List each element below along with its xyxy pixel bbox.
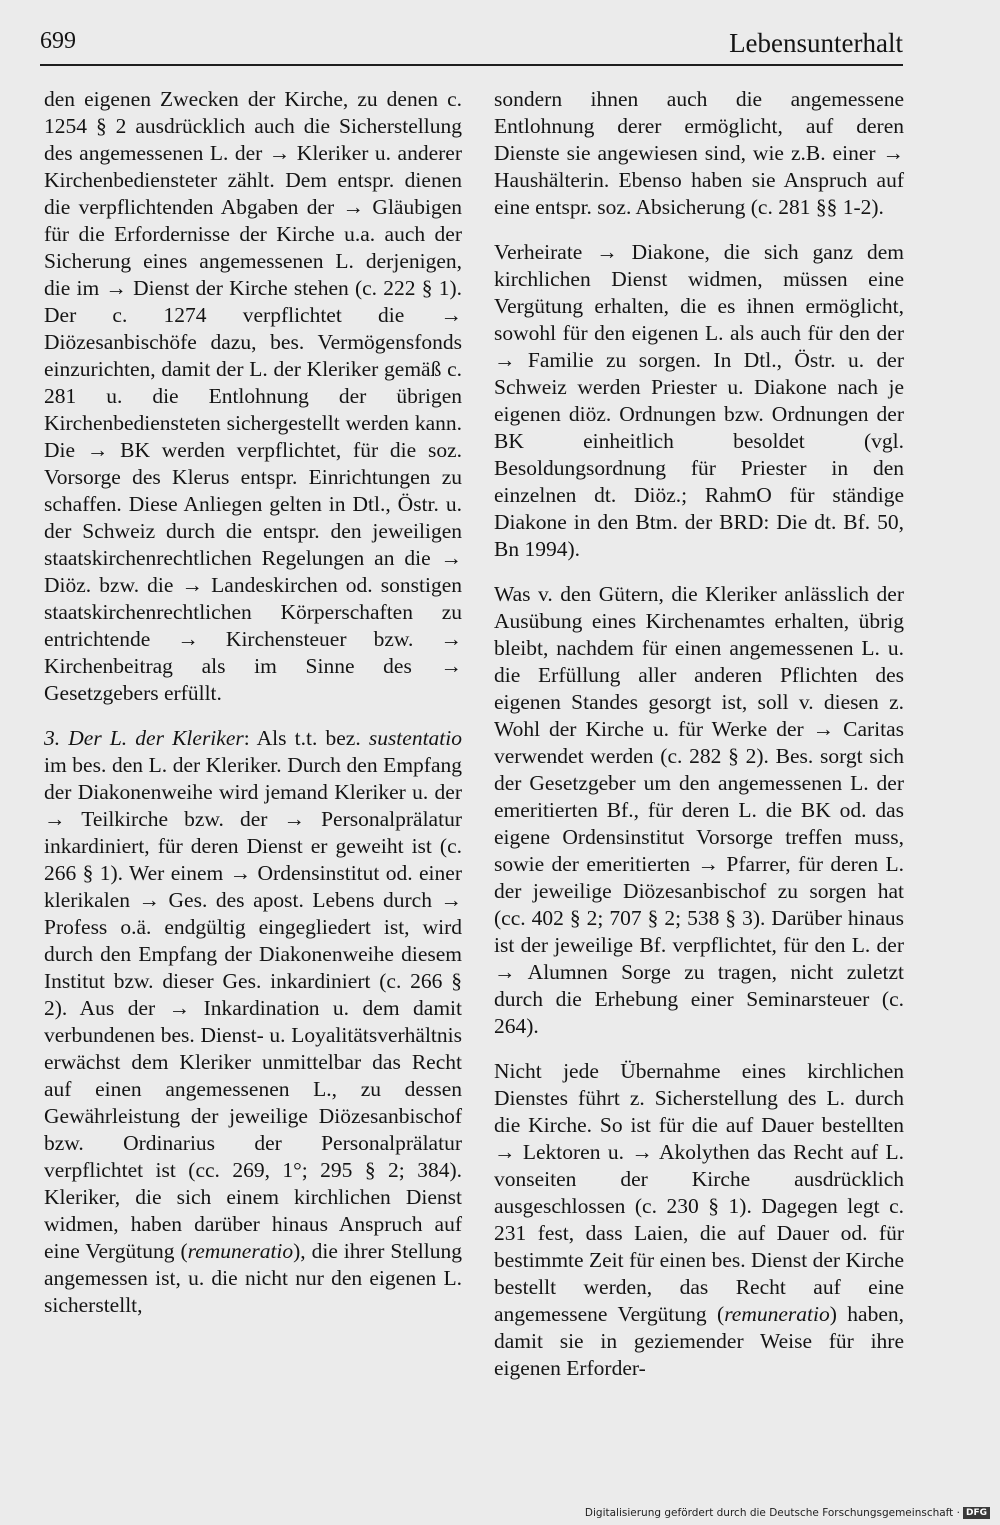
paragraph: sondern ihnen auch die angemessene Entlohnung derer ermöglicht, auf deren Dienste sie angewiesen sind, wie z.B. einer → Haushälterin. Ebenso haben sie Anspruch auf eine entspr. soz. Absicherung (c. 281 §§ 1-2). [494,87,904,219]
paragraph: den eigenen Zwecken der Kirche, zu denen c. 1254 § 2 ausdrücklich auch die Sicherstellung des angemessenen L. der → Kleriker u. anderer Kirchenbediensteter zählt. Dem entspr. dienen die verpflichtenden Abgaben der → Gläubigen für die Erfordernisse der Kirche u.a. auch der Sicherung eines angemessenen L. derjenigen, die im → Dienst der Kirche stehen (c. 222 § 1). Der c. 1274 verpflichtet die → Diözesanbischöfe dazu, bes. Vermögensfonds einzurichten, damit der L. der Kleriker gemäß c. 281 u. die Entlohnung der übrigen Kirchenbediensteten sichergestellt werden kann. Die → BK werden verpflichtet, für die soz. Vorsorge des Klerus entspr. Einrichtungen zu schaffen. Diese Anliegen gelten in Dtl., Östr. u. der Schweiz durch die entspr. den jeweiligen staatskirchenrechtlichen Regelungen an die → Diöz. bzw. die → Landeskirchen od. sonstigen staatskirchenrechtlichen Körperschaften zu entrichtende → Kirchensteuer bzw. → Kirchenbeitrag als im Sinne des → Gesetzgebers erfüllt. [44,87,462,705]
footer-text: Digitalisierung gefördert durch die Deutsche Forschungsgemeinschaft · [584,1507,960,1519]
latin-term: sustentatio [368,726,462,750]
left-column [44,86,462,1319]
paragraph: Verheirate → Diakone, die sich ganz dem kirchlichen Dienst widmen, müssen eine Vergütung erhalten, die es ihnen ermöglicht, sowohl für den eigenen L. als auch für den der → Familie zu sorgen. In Dtl., Östr. u. der Schweiz werden Priester u. Diakone nach je eigenen diöz. Ordnungen bzw. Ordnungen der BK einheitlich besoldet (vgl. Besoldungsordnung für Priester in den einzelnen dt. Diöz.; RahmO für ständige Diakone in den Btm. der BRD: Die dt. Bf. 50, Bn 1994). [494,240,904,561]
paragraph: 3. Der L. der Kleriker: Als t.t. bez. sustentatio im bes. den L. der Kleriker. Durch den Empfang der Diakonenweihe wird jemand Kleriker u. der → Teilkirche bzw. der → Personalprälatur inkardiniert, für deren Dienst er geweiht ist (c. 266 § 1). Wer einem → Ordensinstitut od. einer klerikalen → Ges. des apost. Lebens durch → Profess o.ä. endgültig eingegliedert ist, wird durch den Empfang der Diakonenweihe diesem Institut bzw. dieser Ges. inkardiniert (c. 266 § 2). Aus der → Inkardination u. dem damit verbundenen bes. Dienst- u. Loyalitätsverhältnis erwächst dem Kleriker unmittelbar das Recht auf einen angemessenen L., zu dessen Gewährleistung der jeweilige Diözesanbischof bzw. Ordinarius der Personalprälatur verpflichtet ist (cc. 269, 1°; 295 § 2; 384). Kleriker, die sich einem kirchlichen Dienst widmen, haben darüber hinaus Anspruch auf eine Vergütung (remuneratio), die ihrer Stellung angemessen ist, u. die nicht nur den eigenen L. sicherstellt, [44,726,463,1317]
latin-term: remuneratio [187,1239,294,1263]
digitization-footer [585,1507,990,1519]
running-title: Lebensunterhalt [729,28,903,58]
header-rule [40,64,903,66]
section-heading: 3. Der L. der Kleriker [44,726,244,750]
dfg-logo: DFG [963,1507,990,1519]
right-column [494,86,904,1382]
page-number: 699 [40,28,76,54]
paragraph: Was v. den Gütern, die Kleriker anlässlich der Ausübung eines Kirchenamtes erhalten, übrig bleibt, nachdem für einen angemessenen L. u. die Erfüllung aller anderen Pflichten des eigenen Standes gesorgt ist, soll v. diesen z. Wohl der Kirche u. für Werke der → Caritas verwendet werden (c. 282 § 2). Bes. sorgt sich der Gesetzgeber um den angemessenen L. der emeritierten Bf., für deren L. die BK od. das eigene Ordensinstitut Vorsorge treffen muss, sowie der emeritierten → Pfarrer, für deren L. der jeweilige Diözesanbischof zu sorgen hat (cc. 402 § 2; 707 § 2; 538 § 3). Darüber hinaus ist der jeweilige Bf. verpflichtet, für den L. der → Alumnen Sorge zu tragen, nicht zuletzt durch die Erhebung einer Seminarsteuer (c. 264). [494,582,904,1038]
latin-term: remuneratio [724,1302,830,1326]
paragraph: Nicht jede Übernahme eines kirchlichen Dienstes führt z. Sicherstellung des L. durch die Kirche. So ist für die auf Dauer bestellten → Lektoren u. → Akolythen das Recht auf L. vonseiten der Kirche ausdrücklich ausgeschlossen (c. 230 § 1). Dagegen legt c. 231 fest, dass Laien, die auf Dauer od. für bestimmte Zeit für einen bes. Dienst der Kirche bestellt werden, das Recht auf eine angemessene Vergütung (remuneratio) haben, damit sie in geziemender Weise für ihre eigenen Erforder- [494,1059,905,1380]
page-header [40,28,903,62]
